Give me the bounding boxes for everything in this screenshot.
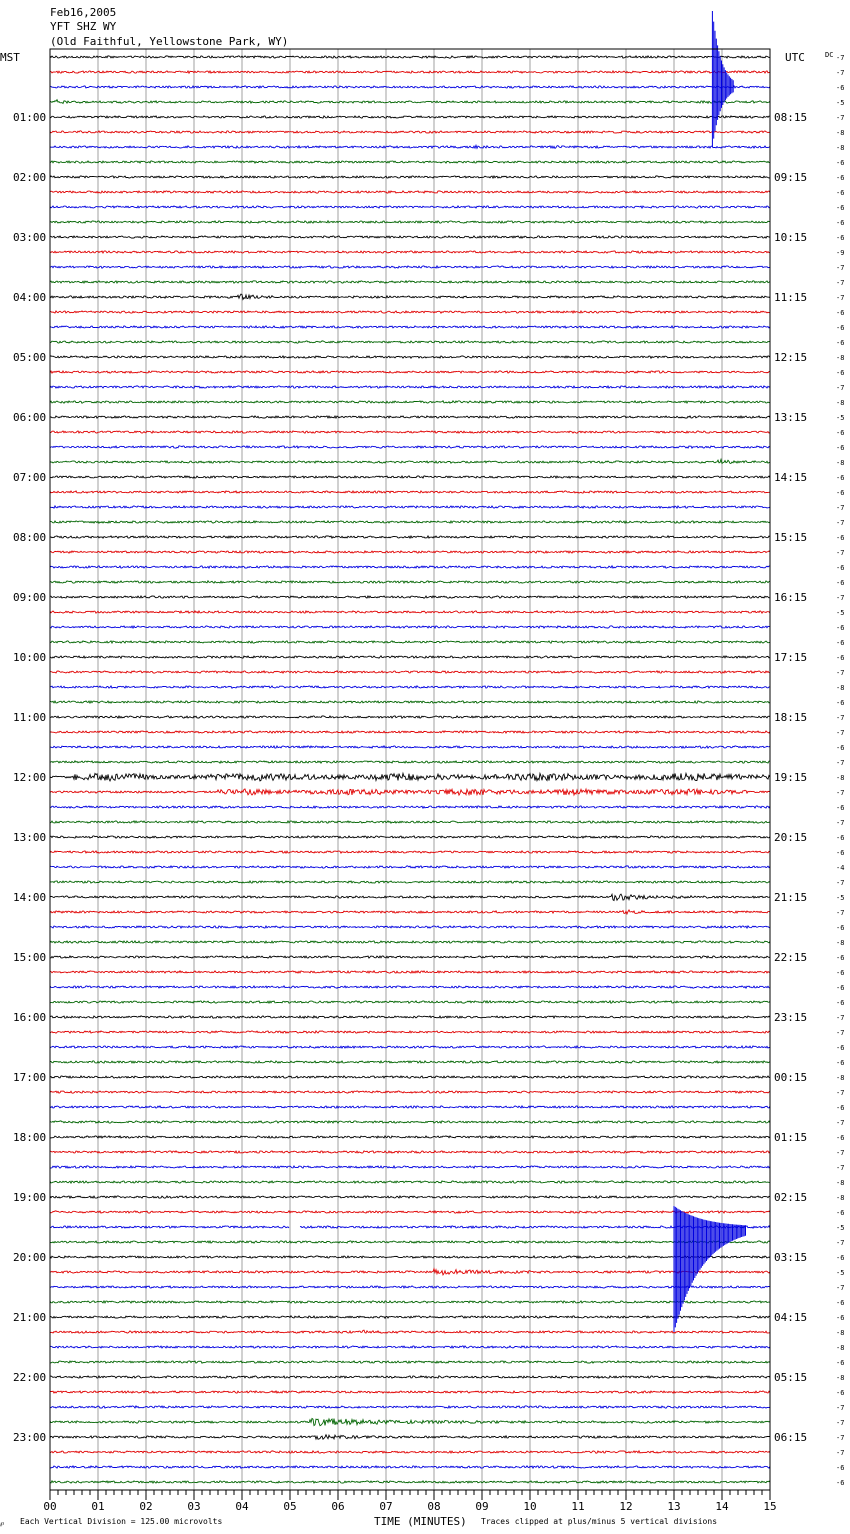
dc-offset-label: -7 <box>836 549 845 557</box>
x-tick-label: 00 <box>43 1500 57 1513</box>
dc-offset-label: -7 <box>836 594 845 602</box>
dc-offset-label: -6 <box>836 534 845 542</box>
x-tick-label: 02 <box>139 1500 153 1513</box>
scale-note: Each Vertical Division = 125.00 microvolts <box>20 1517 223 1526</box>
mst-hour-label: 09:00 <box>13 591 47 604</box>
seismic-trace <box>50 506 770 508</box>
dc-offset-label: -7 <box>836 54 845 62</box>
seismic-trace <box>50 926 770 928</box>
seismic-trace <box>50 1361 770 1363</box>
mst-hour-label: 14:00 <box>13 891 47 904</box>
dc-offset-label: -7 <box>836 504 845 512</box>
seismic-trace <box>50 416 770 418</box>
dc-offset-label: -7 <box>836 1089 845 1097</box>
seismic-trace <box>50 894 770 900</box>
utc-hour-label: 04:15 <box>774 1311 808 1324</box>
dc-offset-label: -7 <box>836 1149 845 1157</box>
dc-offset-label: -7 <box>836 1284 845 1292</box>
dc-offset-label: -8 <box>836 144 845 152</box>
dc-offset-label: -6 <box>836 1314 845 1322</box>
dc-offset-label: -6 <box>836 1389 845 1397</box>
dc-offset-label: -4 <box>836 864 845 872</box>
x-tick-label: 12 <box>619 1500 633 1513</box>
dc-offset-label: -5 <box>836 414 845 422</box>
dc-offset-label: -7 <box>836 384 845 392</box>
dc-offset-label: -6 <box>836 984 845 992</box>
dc-offset-label: -6 <box>836 744 845 752</box>
dc-offset-label: -6 <box>836 1134 845 1142</box>
trace-layer <box>50 56 770 1483</box>
seismic-trace <box>50 1091 770 1093</box>
dc-offset-label: -7 <box>836 1449 845 1457</box>
mst-label: MST <box>0 51 20 64</box>
dc-offset-label: -7 <box>836 1239 845 1247</box>
seismic-trace <box>50 86 770 88</box>
clipped-event <box>674 1206 746 1332</box>
dc-offset-label: -8 <box>836 1329 845 1337</box>
seismic-trace <box>50 401 770 403</box>
seismic-trace <box>50 1269 770 1275</box>
utc-hour-label: 12:15 <box>774 351 808 364</box>
seismic-trace <box>50 131 770 133</box>
x-tick-label: 10 <box>523 1500 537 1513</box>
x-axis-title: TIME (MINUTES) <box>374 1515 467 1528</box>
dc-offset-label: -7 <box>836 294 845 302</box>
dc-offset-label: -6 <box>836 924 845 932</box>
dc-offset-label: -5 <box>836 1224 845 1232</box>
mst-hour-label: 04:00 <box>13 291 47 304</box>
seismic-trace <box>50 1226 770 1228</box>
utc-hour-label: 10:15 <box>774 231 808 244</box>
dc-offset-label: -6 <box>836 999 845 1007</box>
seismic-trace <box>50 371 770 373</box>
seismic-trace <box>50 626 770 628</box>
dc-offset-label: -6 <box>836 1059 845 1067</box>
seismic-trace <box>50 773 770 781</box>
dc-offset-label: -6 <box>836 339 845 347</box>
mst-hour-label: 03:00 <box>13 231 47 244</box>
dc-offset-label: -6 <box>836 474 845 482</box>
clipped-event <box>712 11 733 147</box>
dc-offset-label: -6 <box>836 489 845 497</box>
seismic-trace <box>50 910 770 914</box>
dc-offset-label: -6 <box>836 1464 845 1472</box>
seismic-trace <box>50 611 770 613</box>
seismic-trace <box>50 1330 770 1333</box>
dc-offset-label: -6 <box>836 579 845 587</box>
seismic-trace <box>50 491 770 493</box>
dc-offset-label: -5 <box>836 99 845 107</box>
dc-offset-label: -5 <box>836 1269 845 1277</box>
seismic-trace <box>50 71 770 73</box>
mst-hour-label: 13:00 <box>13 831 47 844</box>
mst-hour-label: 01:00 <box>13 111 47 124</box>
dc-offset-label: -8 <box>836 129 845 137</box>
dc-offset-label: -8 <box>836 459 845 467</box>
dc-offset-label: -8 <box>836 774 845 782</box>
utc-hour-label: 20:15 <box>774 831 808 844</box>
x-tick-label: 09 <box>475 1500 489 1513</box>
seismic-trace <box>50 356 770 358</box>
x-tick-label: 01 <box>91 1500 105 1513</box>
location-label: (Old Faithful, Yellowstone Park, WY) <box>50 35 289 48</box>
seismic-trace <box>50 1376 770 1378</box>
seismic-trace <box>50 656 770 658</box>
seismic-trace <box>50 116 770 118</box>
mst-hour-label: 07:00 <box>13 471 47 484</box>
seismic-trace <box>50 1451 770 1453</box>
dc-offset-label: -7 <box>836 669 845 677</box>
seismic-trace <box>50 311 770 313</box>
mst-hour-label: 08:00 <box>13 531 47 544</box>
dc-offset-label: -6 <box>836 1299 845 1307</box>
dc-offset-label: -7 <box>836 1029 845 1037</box>
tick-layer <box>43 1490 776 1513</box>
seismic-trace <box>50 1196 770 1198</box>
seismic-trace <box>50 431 770 433</box>
dc-offset-label: -6 <box>836 639 845 647</box>
grid-layer <box>98 49 722 1490</box>
dc-offset-label: -7 <box>836 1164 845 1172</box>
utc-hour-label: 22:15 <box>774 951 808 964</box>
dc-offset-label: -6 <box>836 699 845 707</box>
seismic-trace <box>50 386 770 388</box>
utc-hour-label: 08:15 <box>774 111 808 124</box>
date-label: Feb16,2005 <box>50 6 117 19</box>
seismic-trace <box>50 251 770 253</box>
utc-hour-label: 18:15 <box>774 711 808 724</box>
dc-offset-label: -6 <box>836 1104 845 1112</box>
dc-offset-label: -7 <box>836 519 845 527</box>
dc-offset-label: -6 <box>836 204 845 212</box>
seismic-trace <box>50 731 770 733</box>
utc-hour-label: 19:15 <box>774 771 808 784</box>
seismic-trace <box>50 1419 770 1426</box>
seismic-trace <box>50 596 770 598</box>
seismic-trace <box>50 971 770 973</box>
seismic-trace <box>50 1076 770 1078</box>
seismic-trace <box>50 701 770 703</box>
seismic-trace <box>50 1016 770 1018</box>
seismic-trace <box>50 1106 770 1108</box>
seismic-trace <box>50 686 770 688</box>
dc-offset-label: -6 <box>836 1479 845 1487</box>
seismic-trace <box>50 986 770 988</box>
dc-offset-label: -7 <box>836 879 845 887</box>
x-tick-label: 14 <box>715 1500 729 1513</box>
seismic-trace <box>50 806 770 808</box>
seismic-trace <box>50 100 770 104</box>
utc-hour-label: 15:15 <box>774 531 808 544</box>
seismic-trace <box>50 1001 770 1003</box>
dc-offset-label: -7 <box>836 714 845 722</box>
seismic-trace <box>50 716 770 718</box>
x-tick-label: 04 <box>235 1500 249 1513</box>
utc-hour-label: 11:15 <box>774 291 808 304</box>
x-tick-label: 06 <box>331 1500 345 1513</box>
seismic-trace <box>50 566 770 568</box>
seismic-trace <box>50 1031 770 1033</box>
dc-offset-label: -7 <box>836 69 845 77</box>
dc-offset-label: -6 <box>836 324 845 332</box>
seismic-trace <box>50 581 770 583</box>
x-tick-label: 15 <box>763 1500 777 1513</box>
seismic-trace <box>50 1286 770 1288</box>
seismic-trace <box>50 221 770 223</box>
seismic-trace <box>50 1166 770 1168</box>
label-layer <box>0 6 833 1528</box>
dc-offset-label: -6 <box>836 189 845 197</box>
x-tick-label: 03 <box>187 1500 201 1513</box>
dc-offset-label: -6 <box>836 624 845 632</box>
dc-offset-label: -6 <box>836 654 845 662</box>
seismic-trace <box>50 1435 770 1439</box>
utc-hour-label: 09:15 <box>774 171 808 184</box>
seismic-trace <box>50 56 770 58</box>
dc-offset-label: -6 <box>836 369 845 377</box>
seismic-trace <box>50 881 770 883</box>
dc-offset-label: -6 <box>836 1209 845 1217</box>
utc-hour-label: 14:15 <box>774 471 808 484</box>
dc-offset-label: -7 <box>836 1434 845 1442</box>
dc-offset-label: -6 <box>836 804 845 812</box>
station-label: YFT SHZ WY <box>50 20 117 33</box>
mst-hour-label: 20:00 <box>13 1251 47 1264</box>
dc-offset-label: -6 <box>836 174 845 182</box>
seismic-trace <box>50 536 770 538</box>
dc-offset-label: -6 <box>836 1359 845 1367</box>
seismic-trace <box>50 761 770 763</box>
dc-offset-label: -8 <box>836 354 845 362</box>
utc-hour-label: 02:15 <box>774 1191 808 1204</box>
seismic-trace <box>50 521 770 523</box>
seismic-trace <box>50 1256 770 1258</box>
x-tick-label: 07 <box>379 1500 393 1513</box>
dc-offset-label: -6 <box>836 234 845 242</box>
seismic-trace <box>50 145 770 148</box>
utc-hour-label: 16:15 <box>774 591 808 604</box>
dc-offset-label: -7 <box>836 1404 845 1412</box>
dc-offset-label: -7 <box>836 759 845 767</box>
seismic-trace <box>50 459 770 463</box>
dc-offset-label: -6 <box>836 219 845 227</box>
dc-offset-label: -8 <box>836 399 845 407</box>
seismic-trace <box>50 1346 770 1348</box>
dc-offset-label: -7 <box>836 279 845 287</box>
seismic-trace <box>50 1391 770 1393</box>
seismic-trace <box>50 1406 770 1408</box>
seismic-trace <box>50 1466 770 1468</box>
seismic-trace <box>50 956 770 958</box>
dc-offset-label: -6 <box>836 849 845 857</box>
frame-layer <box>50 49 770 1490</box>
dc-offset-label: -8 <box>836 1074 845 1082</box>
plot-frame <box>50 49 770 1490</box>
dc-offset-label: -6 <box>836 969 845 977</box>
seismic-trace <box>50 551 770 553</box>
mst-hour-label: 18:00 <box>13 1131 47 1144</box>
mst-hour-label: 16:00 <box>13 1011 47 1024</box>
seismic-trace <box>50 1211 770 1213</box>
seismic-trace <box>50 1121 770 1123</box>
seismic-trace <box>50 476 770 478</box>
dc-offset-label: -9 <box>836 249 845 257</box>
seismic-trace <box>50 1181 770 1183</box>
seismic-trace <box>50 746 770 748</box>
dc-offset-label: -8 <box>836 1374 845 1382</box>
dc-offset-label: -5 <box>836 894 845 902</box>
dc-offset-label: -6 <box>836 159 845 167</box>
seismic-trace <box>50 1046 770 1048</box>
mst-hour-label: 22:00 <box>13 1371 47 1384</box>
dc-offset-label: -8 <box>836 939 845 947</box>
dc-offset-label: -7 <box>836 729 845 737</box>
seismic-trace <box>50 1301 770 1303</box>
seismic-trace <box>50 1316 770 1318</box>
dc-offset-label: -7 <box>836 909 845 917</box>
x-tick-label: 13 <box>667 1500 681 1513</box>
seismic-trace <box>50 821 770 823</box>
dc-offset-label: -7 <box>836 819 845 827</box>
utc-hour-label: 13:15 <box>774 411 808 424</box>
utc-hour-label: 03:15 <box>774 1251 808 1264</box>
seismic-trace <box>50 1241 770 1243</box>
seismic-trace <box>50 851 770 853</box>
utc-hour-label: 01:15 <box>774 1131 808 1144</box>
mst-hour-label: 05:00 <box>13 351 47 364</box>
seismic-trace <box>50 866 770 868</box>
x-tick-label: 08 <box>427 1500 441 1513</box>
x-tick-label: 05 <box>283 1500 297 1513</box>
seismic-trace <box>50 641 770 643</box>
clip-note: Traces clipped at plus/minus 5 vertical divisions <box>481 1517 718 1526</box>
utc-hour-label: 21:15 <box>774 891 808 904</box>
dc-offset-label: -8 <box>836 684 845 692</box>
mst-hour-label: 21:00 <box>13 1311 47 1324</box>
seismic-trace <box>50 941 770 943</box>
seismic-trace <box>50 789 770 795</box>
dc-offset-label: -7 <box>836 1014 845 1022</box>
seismic-trace <box>50 1481 770 1483</box>
mst-hour-label: 06:00 <box>13 411 47 424</box>
dc-offset-label: -8 <box>836 1194 845 1202</box>
seismic-trace <box>50 191 770 193</box>
dc-offset-label: -5 <box>836 609 845 617</box>
dc-offset-label: -8 <box>836 1179 845 1187</box>
dc-offset-label: -6 <box>836 309 845 317</box>
dc-offset-label: -7 <box>836 1419 845 1427</box>
utc-hour-label: 05:15 <box>774 1371 808 1384</box>
mst-hour-label: 17:00 <box>13 1071 47 1084</box>
utc-hour-label: 23:15 <box>774 1011 808 1024</box>
seismic-trace <box>50 446 770 448</box>
seismic-trace <box>50 266 770 268</box>
mst-hour-label: 10:00 <box>13 651 47 664</box>
seismic-trace <box>50 1136 770 1138</box>
dc-offset-label: -6 <box>836 1254 845 1262</box>
seismic-trace <box>50 836 770 838</box>
seismic-trace <box>50 1151 770 1153</box>
dc-label: DC <box>825 51 834 59</box>
dc-offset-label: -7 <box>836 789 845 797</box>
seismic-trace <box>50 161 770 163</box>
dc-offset-label: -6 <box>836 84 845 92</box>
seismic-trace <box>50 206 770 208</box>
dc-offset-label: -7 <box>836 1119 845 1127</box>
seismic-trace <box>50 341 770 343</box>
mst-hour-label: 11:00 <box>13 711 47 724</box>
dc-offset-label: -6 <box>836 444 845 452</box>
mst-hour-label: 02:00 <box>13 171 47 184</box>
seismic-trace <box>50 294 770 299</box>
dc-offset-label: -7 <box>836 264 845 272</box>
mst-hour-label: 19:00 <box>13 1191 47 1204</box>
seismic-trace <box>50 281 770 283</box>
mst-hour-label: 23:00 <box>13 1431 47 1444</box>
dc-offset-label: -6 <box>836 429 845 437</box>
dc-offset-label: -8 <box>836 1344 845 1352</box>
dc-offset-label: -6 <box>836 1044 845 1052</box>
utc-hour-label: 00:15 <box>774 1071 808 1084</box>
seismic-trace <box>50 176 770 178</box>
utc-label: UTC <box>785 51 805 64</box>
x-tick-label: 11 <box>571 1500 585 1513</box>
dc-offset-label: -6 <box>836 564 845 572</box>
utc-hour-label: 06:15 <box>774 1431 808 1444</box>
dc-offset-label: -6 <box>836 954 845 962</box>
dc-offset-label: -6 <box>836 834 845 842</box>
seismic-trace <box>50 671 770 673</box>
corner-mark: ℘ <box>0 1520 5 1527</box>
dc-offset-label: -7 <box>836 114 845 122</box>
seismic-trace <box>50 236 770 238</box>
utc-hour-label: 17:15 <box>774 651 808 664</box>
seismic-trace <box>50 1061 770 1063</box>
mst-hour-label: 12:00 <box>13 771 47 784</box>
mst-hour-label: 15:00 <box>13 951 47 964</box>
seismic-trace <box>50 326 770 328</box>
